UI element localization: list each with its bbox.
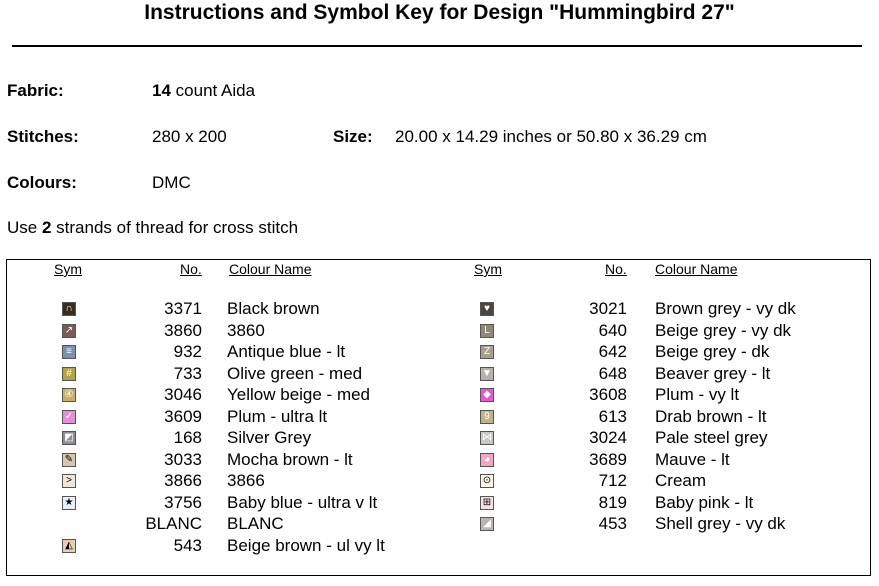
dmc-number: 3756 xyxy=(164,492,202,512)
colour-name: Drab brown - lt xyxy=(655,406,767,426)
pie-circle-symbol-icon: ◕ xyxy=(480,453,494,467)
dmc-number: 819 xyxy=(598,492,627,512)
colour-name: Beige grey - dk xyxy=(655,342,770,361)
right-colour-row xyxy=(0,364,879,385)
colour-name: Beaver grey - lt xyxy=(655,363,771,383)
right-colour-row xyxy=(0,514,879,535)
colour-name: Pale steel grey xyxy=(655,428,768,447)
dmc-number: 3033 xyxy=(164,449,202,469)
dmc-number: 3046 xyxy=(164,385,202,404)
colour-name: Beige brown - ul vy lt xyxy=(227,535,385,555)
title-divider xyxy=(12,45,862,47)
dmc-number: 648 xyxy=(598,363,627,383)
right-colour-row xyxy=(0,471,879,492)
hash-symbol-icon: # xyxy=(62,367,76,381)
nine-symbol-icon: 9 xyxy=(480,410,494,424)
page-title: Instructions and Symbol Key for Design "Hummingbird 27" xyxy=(144,1,735,24)
right-sym-header: Sym xyxy=(474,261,502,277)
colour-name: Baby blue - ultra v lt xyxy=(227,492,378,512)
dmc-number: 642 xyxy=(598,342,627,361)
z-symbol-icon: Z xyxy=(480,345,494,359)
arch-symbol-icon: ∩ xyxy=(62,302,76,316)
colour-name: 3860 xyxy=(227,320,265,340)
right-colour-row xyxy=(0,299,879,320)
dmc-number: 3021 xyxy=(589,299,627,318)
right-name-header: Colour Name xyxy=(655,261,738,277)
star-symbol-icon: ★ xyxy=(62,496,76,510)
left-colour-row xyxy=(0,536,879,557)
cross-box-symbol-icon: ⊞ xyxy=(480,496,494,510)
size-value: 20.00 x 14.29 inches or 50.80 x 36.29 cm xyxy=(395,127,707,146)
dmc-number: 453 xyxy=(598,514,627,533)
thread-note xyxy=(7,218,298,238)
colour-name: Silver Grey xyxy=(227,428,312,447)
dot-circle-symbol-icon: ⊙ xyxy=(480,474,494,488)
circle-four-symbol-icon: ④ xyxy=(62,388,76,402)
colour-name: Plum - ultra lt xyxy=(227,406,328,426)
arrow-symbol-icon: ↗ xyxy=(62,324,76,338)
bowtie-symbol-icon: ⋈ xyxy=(482,432,492,443)
colour-name: Yellow beige - med xyxy=(227,385,371,404)
colour-name: Mauve - lt xyxy=(655,449,730,469)
dmc-number: 3609 xyxy=(164,406,202,426)
l-shape-symbol-icon: L xyxy=(480,324,494,338)
colours-label: Colours: xyxy=(7,173,77,192)
dmc-number: 712 xyxy=(598,471,627,490)
colour-name: Antique blue - lt xyxy=(227,342,346,361)
colour-name: Brown grey - vy dk xyxy=(655,299,796,318)
dmc-number: 3608 xyxy=(589,385,627,404)
half-square-symbol-icon: ◩ xyxy=(62,431,76,445)
dmc-number: 168 xyxy=(173,428,202,447)
dmc-number: 3689 xyxy=(589,449,627,469)
fabric-type: count Aida xyxy=(175,81,256,100)
pencil-symbol-icon: ✎ xyxy=(62,453,76,467)
dmc-number: 640 xyxy=(598,320,627,340)
size-label: Size: xyxy=(333,127,373,146)
triangle-box-symbol-icon: ◭ xyxy=(62,539,76,553)
right-colour-row xyxy=(0,428,879,449)
dmc-number: 733 xyxy=(173,363,202,383)
fabric-value xyxy=(152,81,255,101)
dmc-number: 3860 xyxy=(164,320,202,340)
left-name-header: Colour Name xyxy=(229,261,312,277)
colour-name: Baby pink - lt xyxy=(655,492,754,512)
colour-name: Cream xyxy=(655,471,707,490)
note-suffix: strands of thread for cross stitch xyxy=(51,218,299,237)
dmc-number: 3024 xyxy=(589,428,627,447)
colour-name: Shell grey - vy dk xyxy=(655,514,786,533)
colour-name: BLANC xyxy=(227,514,284,533)
colour-name: Mocha brown - lt xyxy=(227,449,353,469)
dmc-number: 3371 xyxy=(164,299,202,318)
colour-name: 3866 xyxy=(227,471,265,490)
dmc-number: BLANC xyxy=(145,514,202,533)
colour-name: Plum - vy lt xyxy=(655,385,740,404)
stitches-value: 280 x 200 xyxy=(152,127,227,146)
colours-value: DMC xyxy=(152,173,191,192)
colour-name: Beige grey - vy dk xyxy=(655,320,792,340)
right-colour-row xyxy=(0,342,879,363)
right-no-header: No. xyxy=(605,261,627,277)
strand-count: 2 xyxy=(41,218,52,237)
colour-name: Black brown xyxy=(227,299,320,318)
left-sym-header: Sym xyxy=(54,261,82,277)
right-colour-row xyxy=(0,385,879,406)
right-colour-row xyxy=(0,450,879,471)
check-symbol-icon: ✓ xyxy=(62,410,76,424)
greater-than-symbol-icon: > xyxy=(62,474,76,488)
dmc-number: 932 xyxy=(173,342,202,361)
down-triangle-symbol-icon: ▼ xyxy=(480,367,494,381)
note-prefix: Use xyxy=(7,218,42,237)
dmc-number: 3866 xyxy=(164,471,202,490)
right-colour-row xyxy=(0,321,879,342)
fabric-label: Fabric: xyxy=(7,81,64,100)
stripes-symbol-icon: ≡ xyxy=(62,345,76,359)
dmc-number: 613 xyxy=(598,406,627,426)
fabric-count: 14 xyxy=(152,81,171,100)
left-no-header: No. xyxy=(180,261,202,277)
right-colour-row xyxy=(0,407,879,428)
corner-triangle-symbol-icon: ◢ xyxy=(480,517,494,531)
heart-symbol-icon: ♥ xyxy=(480,302,494,316)
colour-name: Olive green - med xyxy=(227,363,363,383)
diamond-symbol-icon: ◆ xyxy=(480,388,494,402)
stitches-label: Stitches: xyxy=(7,127,79,146)
dmc-number: 543 xyxy=(173,535,202,555)
right-colour-row xyxy=(0,493,879,514)
